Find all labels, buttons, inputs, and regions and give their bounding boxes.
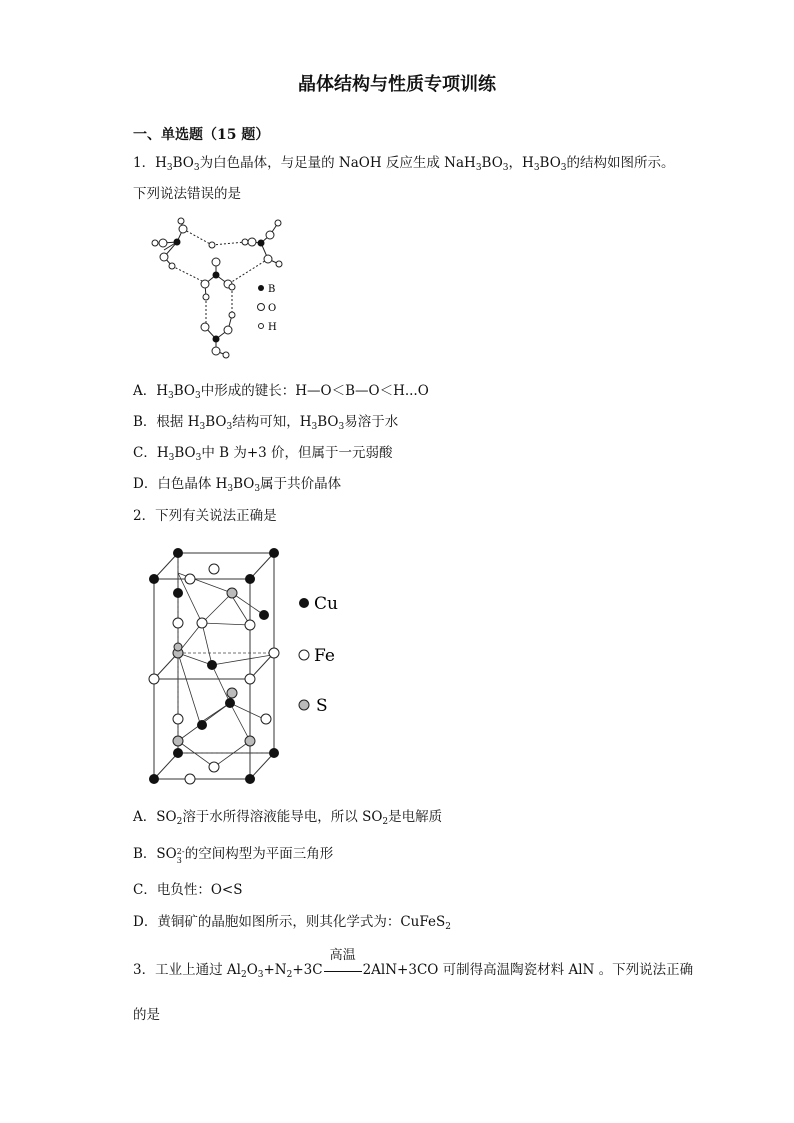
page-title: 晶体结构与性质专项训练	[298, 74, 496, 95]
q2-option-d: D．黄铜矿的晶胞如图所示，则其化学式为：CuFeS$_2$	[133, 914, 451, 932]
q1-number: 1．	[133, 155, 156, 171]
legend-s: S	[316, 696, 328, 716]
q2-option-a: A．$SO_2$溶于水所得溶液能导电，所以 $SO_2$是电解质	[133, 809, 443, 827]
q1-stem-line1: 1．$H_3BO_3$为白色晶体，与足量的 NaOH 反应生成 $NaH_3BO_3$，$H_3BO_3$的结构如图所示。	[133, 155, 675, 173]
legend-cu: Cu	[314, 594, 338, 614]
q1-option-a: A．$H_3BO_3$中形成的键长：H—O＜B—O＜H...O	[133, 383, 429, 401]
q1-stem-line2: 下列说法错误的是	[133, 186, 241, 202]
q1-option-c: C．$H_3BO_3$中 B 为+3 价，但属于一元弱酸	[133, 445, 393, 463]
legend-o: O	[268, 303, 277, 314]
q2-option-b: B．SO 2- 3 的空间构型为平面三角形	[133, 846, 334, 865]
q1-text-5: 的结构如图所示。	[566, 155, 675, 171]
legend-h: H	[268, 322, 277, 333]
q1-text-4: BO	[539, 155, 561, 171]
section-heading: 一、单选题（15 题）	[133, 127, 270, 143]
q1-option-b: B．根据 $H_3BO_3$结构可知，$H_3BO_3$易溶于水	[133, 414, 399, 432]
legend-fe: Fe	[314, 646, 335, 666]
q1-text-1: 为白色晶体，与足量的 NaOH 反应生成 NaH	[199, 155, 476, 171]
q3-stem-line2: 的是	[133, 1007, 160, 1023]
q3-stem-line1: 3．工业上通过 $Al_2O_3+N_2+3C$ 高温 2AlN+3CO 可制得高温陶瓷材料 AlN 。下列说法正确	[133, 958, 693, 978]
q1-text-2: BO	[481, 155, 503, 171]
legend-b: B	[268, 284, 276, 295]
q1-formula-bo: BO	[172, 155, 194, 171]
q1-formula-h: H	[155, 155, 167, 171]
h3bo3-structure-figure	[140, 215, 300, 365]
chalcopyrite-unit-cell-figure	[142, 543, 352, 793]
reaction-arrow	[324, 971, 362, 972]
q2-option-c: C．电负性：O<S	[133, 882, 243, 898]
q1-text-3: ，H	[508, 155, 534, 171]
q1-option-d: D．白色晶体 $H_3BO_3$属于共价晶体	[133, 476, 342, 494]
reaction-condition: 高温	[329, 948, 356, 963]
q2-stem: 2．下列有关说法正确是	[133, 508, 277, 524]
